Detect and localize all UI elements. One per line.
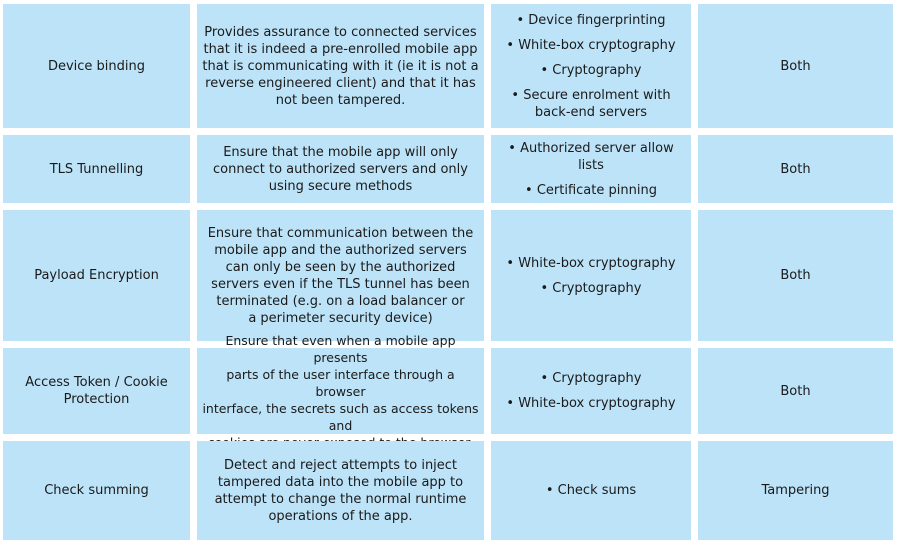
row-description-cell: Provides assurance to connected services that it is indeed a pre-enrolled mobile app that is communicating with it (ie it is not a reverse engineered client) and that it has not been tampered. <box>197 4 484 128</box>
row-scope-cell: Both <box>698 210 893 341</box>
row-techniques-cell <box>491 4 691 128</box>
row-name-cell: TLS Tunnelling <box>3 135 190 203</box>
row-techniques-cell <box>491 441 691 540</box>
row-techniques-cell <box>491 135 691 203</box>
row-techniques-cell <box>491 210 691 341</box>
row-description-cell: Detect and reject attempts to inject tampered data into the mobile app to attempt to change the normal runtime operations of the app. <box>197 441 484 540</box>
row-description-cell: Ensure that the mobile app will only connect to authorized servers and only using secure methods <box>197 135 484 203</box>
technique-item: • Cryptography <box>540 62 642 78</box>
technique-item: • Secure enrolment with back-end servers <box>511 87 671 120</box>
technique-item: • White-box cryptography <box>506 37 676 53</box>
technique-item: • Device fingerprinting <box>516 12 666 28</box>
row-scope-cell: Tampering <box>698 441 893 540</box>
row-scope-cell: Both <box>698 135 893 203</box>
technique-item: • Authorized server allow lists <box>508 140 674 173</box>
technique-item: • Check sums <box>545 483 637 498</box>
row-description-cell: Ensure that communication between the mobile app and the authorized servers can only be seen by the authorized servers even if the TLS tunnel has been terminated (e.g. on a load balancer or a perimeter security device) <box>197 210 484 341</box>
row-techniques-cell <box>491 348 691 434</box>
row-name-cell: Payload Encryption <box>3 210 190 341</box>
protections-table <box>3 4 893 540</box>
row-scope-cell: Both <box>698 4 893 128</box>
technique-item: • White-box cryptography <box>506 396 676 411</box>
row-name-cell: Check summing <box>3 441 190 540</box>
technique-item: • Certificate pinning <box>525 182 657 198</box>
technique-item: • Cryptography <box>540 371 642 386</box>
row-name-cell: Access Token / Cookie Protection <box>3 348 190 434</box>
technique-item: • White-box cryptography <box>506 255 676 271</box>
row-description-cell: presents parts of the user interface through a browser interface, the secrets such as access tokens and <box>197 348 484 434</box>
technique-item: • Cryptography <box>540 280 642 296</box>
row-name-cell: Device binding <box>3 4 190 128</box>
row-scope-cell: Both <box>698 348 893 434</box>
